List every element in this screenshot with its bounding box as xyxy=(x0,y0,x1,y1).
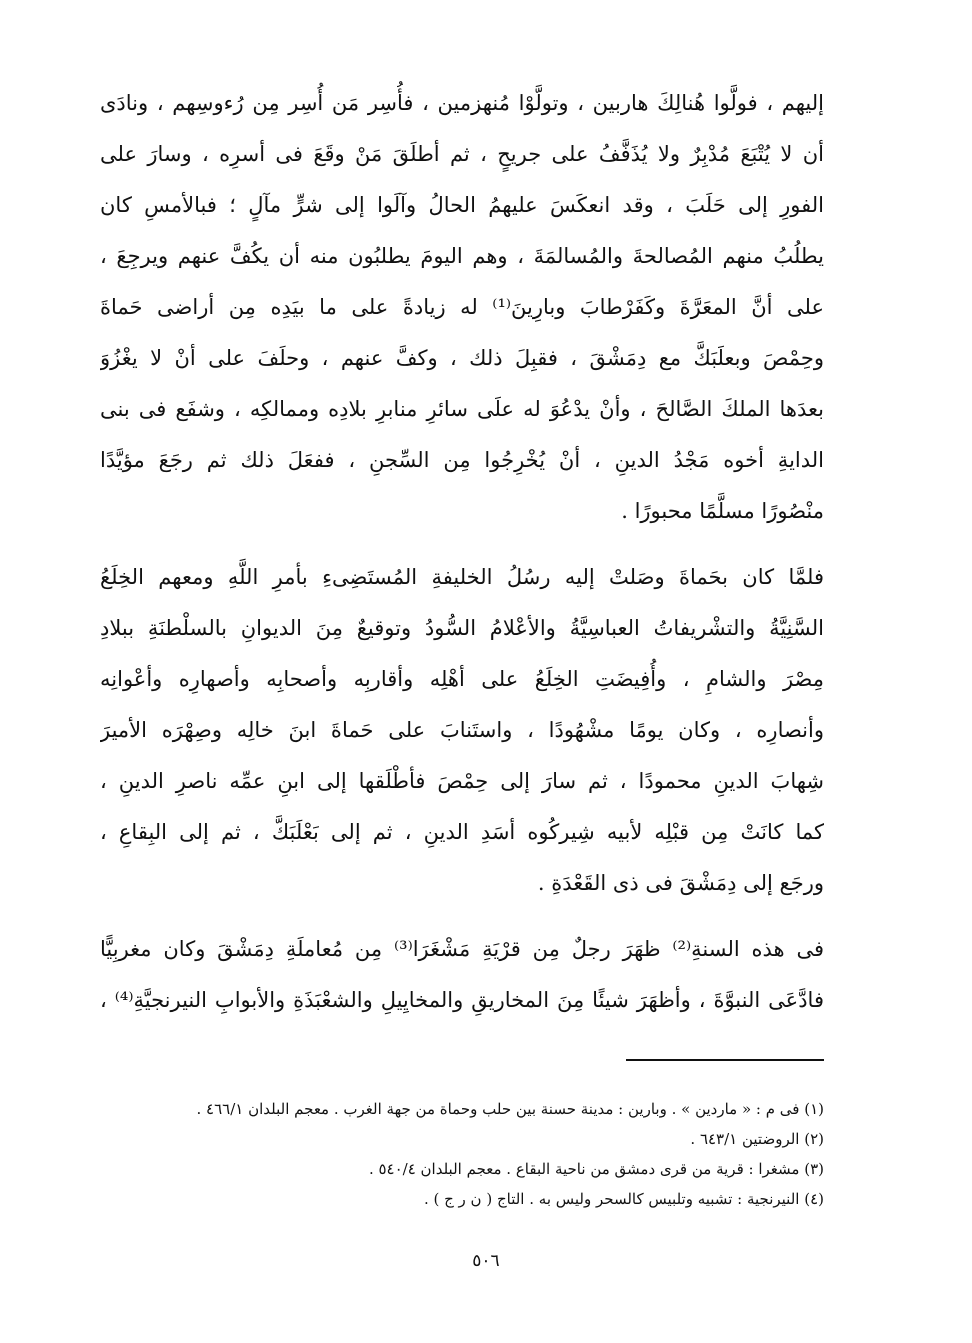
footnote-4: (٤) النيرنجية : تشبيه وتلبيس كالسحر وليس به . التاج ( ن ر ج ) . xyxy=(423,1190,824,1208)
footnote-1: (١) فى م : « ماردين » . وبارين : مدينة حسنة بين حلب وحماة من جهة الغرب . معجم البلدان ٤٦٦/١ . xyxy=(196,1100,824,1118)
text-line: وحِمْصَ وبعلَبَكَّ مع دِمَشْقَ ، فقبِلَ ذلك ، وكفَّ عنهم ، وحلَفَ على أنْ لا يغْزُوَ xyxy=(100,346,824,370)
paragraph-3 xyxy=(100,924,824,1026)
text-line: شِهابَ الدينِ محمودًا ، ثم سارَ إلى حِمْصَ فأطْلَقها إلى ابنِ عمِّه ناصرِ الدينِ ، xyxy=(100,769,824,793)
text-line: على أنَّ المعَرَّةَ وكَفَرْطابَ وبارِينَ⁽¹⁾ له زيادةً على ما بيَدِه مِن أراضى حَماةَ xyxy=(100,295,824,319)
text-line: الفورِ إلى حَلَبَ ، وقد انعكَسَ عليهمُ الحالُ وآلَوا إلى شرٍّ مآلٍ ؛ فبالأمسِ كان xyxy=(100,193,824,217)
text-line: يطلُبُ منهم المُصالحةَ والمُسالمَةَ ، وهم اليومَ يطلبُون منه أن يكُفَّ عنهم ويرجِعَ ، xyxy=(100,244,824,268)
page-number: ٥٠٦ xyxy=(472,1251,500,1271)
text-line: فلمَّا كان بحَماةَ وصَلتْ إليه رسُلُ الخليفةِ المُستَضِىءِ بأمرِ اللَّهِ ومعهم الخِلَعُ xyxy=(100,565,824,589)
main-text xyxy=(100,78,824,1026)
text-line: أن لا يُتْبَعَ مُدْبِرٌ ولا يُذَفَّفُ على جريحٍ ، ثم أطلَقَ مَنْ وقَعَ فى أسرِه ، وسارَ على xyxy=(100,142,824,166)
text-line: وأنصارِه ، وكان يومًا مشْهُودًا ، واستَنابَ على حَماةَ ابنَ خالِه وصِهْرَه الأميرَ xyxy=(100,718,824,742)
text-line: الدايةِ أخوه مَجْدُ الدينِ ، أنْ يُخْرِجُوا مِن السِّجنِ ، ففعَلَ ذلك ثم رجَعَ مؤيَّدًا xyxy=(100,448,824,472)
text-line: منْصُورًا مسلَّمًا محبورًا . xyxy=(621,499,824,523)
text-line: فادَّعَى النبوَّةَ ، وأظهَرَ شيئًا مِنَ المخاريقِ والمخايِيلِ والشعْبَذَةِ والأبوابِ النيرنجيَّةِ⁽⁴⁾ ، xyxy=(100,988,824,1012)
text-line: فى هذه السنةِ⁽²⁾ ظهَرَ رجلٌ مِن قرْيَةِ مَشْغَرَا⁽³⁾ مِن مُعاملَةِ دِمَشْقَ وكان مغربِيًّا xyxy=(100,937,824,961)
footnote-separator xyxy=(626,1059,824,1061)
paragraph-2 xyxy=(100,552,824,909)
footnote-3: (٣) مشغرا : قرية من قرى دمشق من ناحية البقاع . معجم البلدان ٥٤٠/٤ . xyxy=(368,1160,824,1178)
text-line: إليهم ، فولَّوا هُنالِكَ هاربين ، وتولَّوْا مُنهزمين ، فأُسِر مَن أُسِر مِن رُءوسِهم ، ونادَى xyxy=(100,91,824,115)
text-line: كما كانَتْ مِن قبْلِه لأبيه شِيركُوه أسَدِ الدينِ ، ثم إلى بَعْلَبَكَّ ، ثم إلى البِقاعِ ، xyxy=(100,820,824,844)
text-line: السَّنِيَّةُ والتشْريفاتُ العباسِيَّةُ والأعْلامُ السُّودُ وتوقيعٌ مِنَ الديوانِ بالسلْطنَةِ ببلادِ xyxy=(100,616,824,640)
paragraph-1 xyxy=(100,78,824,537)
footnotes xyxy=(160,1094,824,1214)
text-line: مِصْرَ والشامِ ، وأُفِيضَتِ الخِلَعُ على أهْلِه وأقاربِه وأصحابِه وأصهارِه وأعْوانِه xyxy=(100,667,824,691)
footnote-2: (٢) الروضتين ٦٤٣/١ . xyxy=(690,1130,824,1148)
text-line: ورجَع إلى دِمَشْقَ فى ذى القَعْدَةِ . xyxy=(537,871,824,895)
text-line: بعدَها الملكَ الصَّالحَ ، وأنْ يدْعُوَ له علَى سائرِ منابرِ بلادِه وممالكِه ، وشفَع فى بنى xyxy=(100,397,824,421)
